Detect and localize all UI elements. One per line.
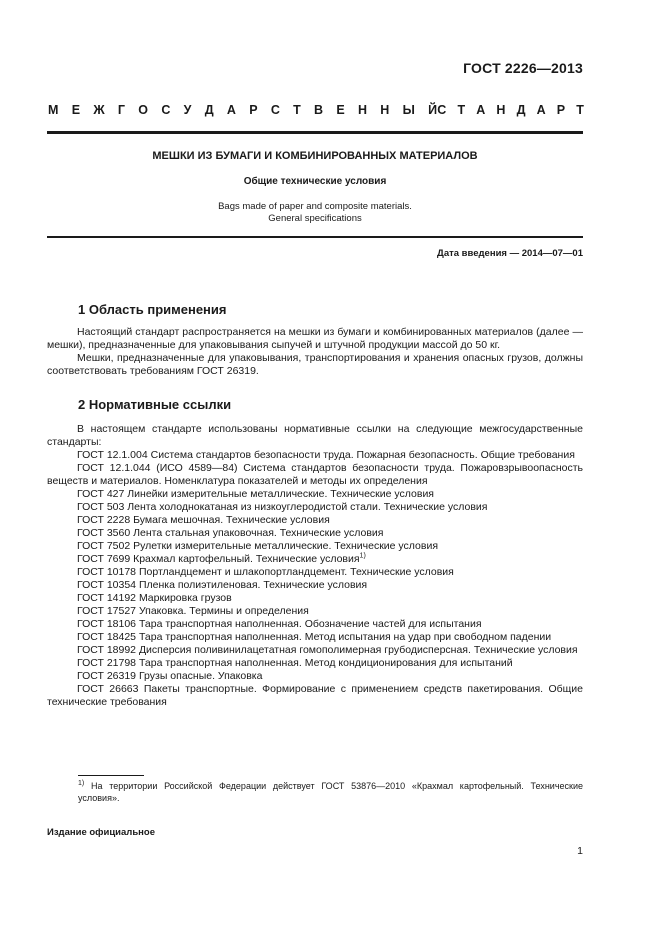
banner-letter: М xyxy=(48,103,59,117)
english-title-line-1: Bags made of paper and composite materials. xyxy=(218,201,412,212)
section-2-body xyxy=(47,423,583,709)
banner-letter: С xyxy=(270,103,280,117)
reference-item: ГОСТ 2228 Бумага мешочная. Технические условия xyxy=(77,514,330,526)
banner-letter: Ы xyxy=(402,103,415,117)
banner-letter: Р xyxy=(556,103,566,117)
reference-item: ГОСТ 7502 Рулетки измерительные металлические. Технические условия xyxy=(77,540,439,552)
banner-letter: Е xyxy=(71,103,81,117)
banner-letter: У xyxy=(183,103,192,117)
reference-item: ГОСТ 26663 Пакеты транспортные. Формирование с применением средств пакетирования. Общие технические требования xyxy=(47,683,583,708)
title-rule xyxy=(47,236,583,238)
section-1-body xyxy=(47,326,583,378)
reference-item: ГОСТ 26319 Грузы опасные. Упаковка xyxy=(77,670,263,682)
banner-letter: А xyxy=(536,103,546,117)
introduction-date: Дата введения — 2014—07—01 xyxy=(437,248,583,259)
paragraph: Мешки, предназначенные для упаковывания, транспортирования и хранения опасных грузов, должны соответствовать требованиям ГОСТ 26319. xyxy=(47,352,583,377)
reference-item: ГОСТ 10354 Пленка полиэтиленовая. Технические условия xyxy=(77,579,368,591)
reference-item: ГОСТ 10178 Портландцемент и шлакопортландцемент. Технические условия xyxy=(77,566,454,578)
banner-letter: А xyxy=(226,103,236,117)
document-subtitle: Общие технические условия xyxy=(243,176,387,187)
official-edition-label: Издание официальное xyxy=(47,827,155,838)
paragraph: Настоящий стандарт распространяется на мешки из бумаги и комбинированных материалов (далее — мешки), предназначенные для упаковывания сыпучей и штучной продукции массой до 50 кг. xyxy=(47,326,583,351)
reference-item: ГОСТ 21798 Тара транспортная наполненная. Метод кондиционирования для испытаний xyxy=(77,657,513,669)
footnote-text: На территории Российской Федерации действует ГОСТ 53876—2010 «Крахмал картофельный. Технические условия». xyxy=(78,781,583,803)
section-1-heading: 1 Область применения xyxy=(78,302,227,317)
footnote-separator xyxy=(78,775,144,776)
reference-item: ГОСТ 427 Линейки измерительные металлические. Технические условия xyxy=(77,488,434,500)
footnote-marker: 1) xyxy=(78,780,85,787)
reference-text: ГОСТ 7699 Крахмал картофельный. Технические условия xyxy=(77,553,360,565)
section-2-heading: 2 Нормативные ссылки xyxy=(78,397,232,412)
english-title-line-2: General specifications xyxy=(268,213,362,224)
banner-letter: С xyxy=(161,103,171,117)
banner-letter: В xyxy=(314,103,324,117)
paragraph: В настоящем стандарте использованы нормативные ссылки на следующие межгосударственные стандарты: xyxy=(47,423,583,448)
reference-item: ГОСТ 503 Лента холоднокатаная из низкоуглеродистой стали. Технические условия xyxy=(77,501,488,513)
reference-item: ГОСТ 18992 Дисперсия поливинилацетатная гомополимерная грубодисперсная. Технические условия xyxy=(77,644,578,656)
banner-letter: Н xyxy=(357,103,368,117)
banner-letter: О xyxy=(138,103,149,117)
reference-item: ГОСТ 12.1.004 Система стандартов безопасности труда. Пожарная безопасность. Общие требования xyxy=(77,449,575,461)
reference-item: ГОСТ 12.1.044 (ИСО 4589—84) Система стандартов безопасности труда. Пожаровзрывоопасность веществ и материалов. Номенклатура показателей и методы их определения xyxy=(47,462,583,487)
standard-code: ГОСТ 2226—2013 xyxy=(463,60,583,76)
banner-letter: Ж xyxy=(93,103,105,117)
banner-letter: Д xyxy=(204,103,214,117)
reference-item: ГОСТ 18425 Тара транспортная наполненная. Метод испытания на удар при свободном падении xyxy=(77,631,552,643)
banner-word-interstate xyxy=(48,103,437,117)
document-title: МЕШКИ ИЗ БУМАГИ И КОМБИНИРОВАННЫХ МАТЕРИАЛОВ xyxy=(152,150,478,162)
reference-item: ГОСТ 17527 Упаковка. Термины и определения xyxy=(77,605,309,617)
banner-letter: Н xyxy=(380,103,390,117)
english-title xyxy=(47,201,583,225)
banner-letter: Й xyxy=(428,103,438,117)
banner-letter: Т xyxy=(457,103,466,117)
banner-letter: Т xyxy=(293,103,301,117)
banner-letter: Е xyxy=(336,103,345,117)
banner-letter: С xyxy=(437,103,447,117)
banner-letter: Т xyxy=(576,103,584,117)
banner-letter: Н xyxy=(496,103,506,117)
banner-letter: Г xyxy=(117,103,126,117)
footnote xyxy=(78,780,583,804)
banner-letter: Д xyxy=(516,103,526,117)
reference-item xyxy=(47,553,583,566)
reference-item: ГОСТ 18106 Тара транспортная наполненная. Обозначение частей для испытания xyxy=(77,618,482,630)
page-number: 1 xyxy=(577,845,583,857)
reference-item: ГОСТ 3560 Лента стальная упаковочная. Технические условия xyxy=(77,527,384,539)
banner-word-standard xyxy=(437,103,584,117)
footnote-ref: 1) xyxy=(359,552,366,560)
banner-letter: Р xyxy=(249,103,258,117)
banner-letter: А xyxy=(476,103,486,117)
top-rule xyxy=(47,131,583,134)
reference-item: ГОСТ 14192 Маркировка грузов xyxy=(77,592,232,604)
standard-type-banner xyxy=(48,103,584,117)
